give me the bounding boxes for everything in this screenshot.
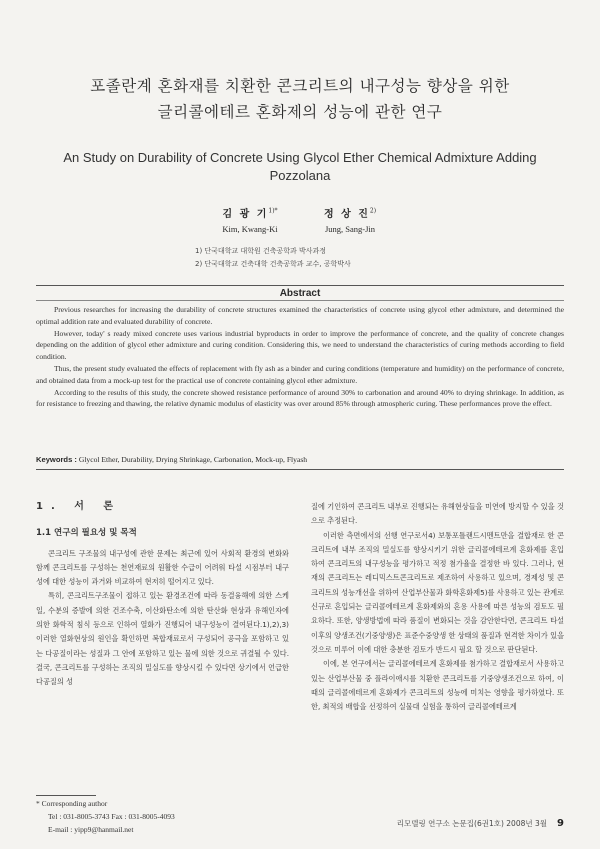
- author-1-sup: 1)*: [268, 207, 278, 215]
- affiliation-1: 1) 단국대학교 대학원 건축공학과 박사과정: [195, 247, 327, 255]
- korean-title-line-2: 글리콜에테르 혼화제의 성능에 관한 연구: [157, 103, 443, 121]
- author-1-name-en: Kim, Kwang-Ki: [222, 224, 278, 234]
- author-2-name-ko: 정 상 진: [323, 209, 370, 220]
- body-paragraph: 이러한 측면에서의 선행 연구로서4) 보통포틀랜드시멘트만을 결합재로 한 콘크리트에 내부 조직의 밀실도를 향상시키기 위한 글리콜에테르계 혼화제를 혼입하여 콘크리트의 내구성능을 평가하고 적정 첨가율을 결정한 바 있다. 그러나, 현재의 콘크리트는 레디믹스트콘크리트로 제조하여 사용하고 있으며, 경제성 및 콘크리트의 성능개선을 위하여 산업부산물과 화학혼화제5)를 사용하고 있는 관계로 신규로 혼입되는 글리콜에테르계 혼화제와의 혼용 사용에 따른 성능의 검토도 필요하다. 또한, 양생방법에 따라 품질이 변화되는 것을 감안한다면, 콘크리트 타설 이후의 양생조건(기중양생)은 표준수중양생 한 상태의 품질과 현격한 차이가 있을 것으로 미루어 이에 대한 충분한 검토가 반드시 필요 할 것으로 판단된다.: [311, 530, 565, 654]
- footnote-divider: [36, 795, 96, 796]
- subsection-heading: 1.1 연구의 필요성 및 목적: [36, 528, 137, 539]
- journal-citation: 리모델링 연구소 논문집(6권1호) 2008년 3월: [396, 819, 548, 828]
- abstract-paragraph: However, today' s ready mixed concrete uses various industrial byproducts in order to improve the performance of concrete, and the quality of concrete changes depending on the addition of glycol ether admixture and curing condition. Considering this, we need to understand the characteristics of curing methods according to field condition.: [36, 328, 564, 362]
- page-footer: [397, 818, 564, 829]
- abstract-heading: Abstract: [279, 288, 321, 299]
- footnote-phone: Tel : 031-8005-3743 Fax : 031-8005-4093: [48, 812, 175, 821]
- abstract-paragraph: According to the results of this study, the concrete showed resistance performance of around 30% to carbonation and around 40% to drying shrinkage. In addition, as for resistance to freezing and thawing, the relative dynamic modulus of elasticity was over around 85% through atmospheric curing. These performances prove the effect.: [36, 387, 564, 409]
- author-2-sup: 2): [369, 207, 377, 215]
- author-1: [205, 205, 295, 234]
- keywords-text: Glycol Ether, Durability, Drying Shrinkage, Carbonation, Mock-up, Flyash: [76, 455, 308, 464]
- page-number: 9: [557, 818, 564, 829]
- english-title-line-1: An Study on Durability of Concrete Using Glycol Ether Chemical Admixture Adding: [63, 150, 537, 165]
- english-title-line-2: Pozzolana: [269, 168, 331, 183]
- author-2-name-en: Jung, Sang-Jin: [324, 224, 376, 234]
- author-2: [305, 205, 395, 234]
- right-column: [311, 500, 564, 714]
- footnote-email: E-mail : yipp9@hanmail.net: [48, 825, 134, 834]
- body-paragraph: 이에, 본 연구에서는 글리콜에테르계 혼화제를 첨가하고 결합재로서 사용하고 있는 산업부산물 중 플라이애시를 치환한 콘크리트를 기중양생조건으로 하여, 이때의 글리콜에테르계 혼화제가 콘크리트의 성능에 미치는 영향을 평가하였다. 또한, 최적의 배합을 선정하여 실물대 실험을 통하여 글리콜에테르계: [311, 659, 564, 712]
- author-1-name-ko: 김 광 기: [222, 209, 269, 220]
- abstract-box: [36, 285, 564, 470]
- abstract-paragraph: Previous researches for increasing the durability of concrete structures examined the characteristics of concrete using glycol ether admixture, and determined the optimal addition rate and evaluated durability of concrete.: [36, 305, 564, 326]
- abstract-paragraph: Thus, the present study evaluated the effects of replacement with fly ash as a binder and curing conditions (temperature and humidity) on the performance of concrete, and obtained data from a mock-up test for the practical use of concrete containing glycol ether admixture.: [36, 363, 564, 385]
- body-paragraph: 콘크리트 구조물의 내구성에 관한 문제는 최근에 있어 사회적 환경의 변화와 함께 콘크리트를 구성하는 천연재료의 원활한 수급이 어려워 타설 시점부터 내구성에 대한 성능이 과거와 비교하여 현저히 떨어지고 있다.: [36, 548, 289, 587]
- left-column: [36, 500, 289, 690]
- body-paragraph: 질에 기인하여 콘크리트 내부로 진행되는 유해현상들을 미연에 방지할 수 있을 것으로 추정된다.: [311, 502, 564, 526]
- keywords-label: Keywords :: [36, 455, 77, 464]
- footnote-label: * Corresponding author: [36, 799, 108, 808]
- abstract-body: [36, 304, 564, 410]
- affiliation-2: 2) 단국대학교 건축대학 건축공학과 교수, 공학박사: [195, 260, 351, 268]
- section-heading: 1. 서 론: [36, 501, 122, 512]
- abstract-divider: [36, 300, 564, 301]
- footnote: [36, 797, 175, 836]
- korean-title-line-1: 포졸란계 혼화재를 치환한 콘크리트의 내구성능 향상을 위한: [90, 77, 510, 95]
- body-paragraph: 특히, 콘크리트구조물이 접하고 있는 환경조건에 따라 동결융해에 의한 스케일, 수분의 증발에 의한 건조수축, 이산화탄소에 의한 탄산화 현상과 유해인자에 의한 화학적 침식 등으로 인하여 열화가 진행되어 내구성능이 결여된다.1),2),3) 이러한 열화현상의 원인을 확인하면 복합재료로서 구성되어 공극을 포함하고 있는 다공질이라는 성질과 그 안에 포함하고 있는 물에 의한 것으로 귀결될 수 있다. 결국, 콘크리트를 구성하는 조직의 밀실도를 향상시킬 수 있다면 상기에서 언급한 다공질의 성: [36, 591, 289, 687]
- keywords-line: [36, 455, 564, 464]
